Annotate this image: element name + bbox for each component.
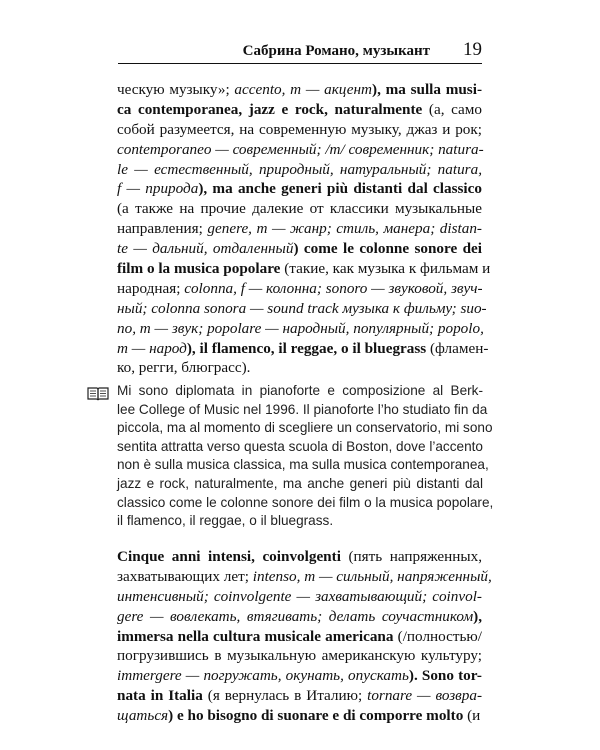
text-line: il flamenco, il reggae, o il bluegrass. — [117, 513, 334, 529]
vocabulary-note: genere, m — жанр; стиль, манера; distan- — [207, 220, 482, 238]
italian-reading-paragraph — [117, 382, 494, 531]
text-line — [117, 646, 482, 666]
vocabulary-note: contemporaneo — современный; /m/ современник; natura- — [117, 140, 484, 158]
text-line — [117, 120, 482, 140]
text-line — [117, 319, 482, 339]
text-line — [117, 547, 482, 567]
text-line — [117, 219, 482, 239]
italian-phrase: ), ma anche generi più distanti dal classico — [198, 180, 482, 198]
vocabulary-note: colonna, f — колонна; sonoro — звуковой, звуч- — [184, 279, 483, 297]
italian-phrase: Cinque anni intensi, coinvolgenti — [117, 548, 341, 565]
italian-phrase: ca contemporanea, jazz e rock, naturalmente — [117, 100, 423, 118]
vocabulary-note: ный; colonna sonora — sound track музыка к фильму; suo- — [117, 299, 487, 317]
text-line — [117, 80, 482, 100]
translation-text: (пять напряженных, — [340, 548, 483, 565]
vocabulary-note: щаться — [117, 707, 169, 725]
text-line — [117, 686, 482, 706]
translation-text: (/полностью/ — [393, 627, 482, 645]
translation-text: народная; — [117, 279, 185, 297]
translation-text: (такие, как музыка к фильмам и — [280, 260, 491, 278]
vocabulary-note: accento, m — акцент — [234, 81, 373, 98]
vocabulary-note: gere — вовлекать, втягивать; делать соучастником — [117, 607, 474, 625]
text-line — [117, 259, 491, 279]
text-line — [117, 140, 482, 160]
text-line — [117, 100, 482, 120]
italian-phrase: nata in Italia — [117, 687, 203, 705]
translation-text: захватывающих лет; — [117, 567, 253, 585]
text-line — [117, 567, 492, 587]
text-line: non è sulla musica classica, ma sulla musica contemporanea, — [117, 457, 489, 473]
vocabulary-note: f — природа — [117, 180, 199, 198]
text-line — [117, 627, 482, 647]
text-line — [117, 299, 487, 319]
italian-phrase: immersa nella cultura musicale americana — [117, 627, 394, 645]
vocabulary-note: intenso, m — сильный, напряженный, — [252, 567, 492, 585]
translation-text: собой разумеется, на современную музыку, джаз и рок; — [117, 120, 482, 138]
vocabulary-note: te — дальний, отдаленный — [117, 240, 294, 258]
italian-phrase: ) e ho bisogno di suonare e di comporre molto — [168, 707, 464, 725]
text-line — [117, 279, 482, 299]
vocabulary-note: le — естественный, природный, натуральный; natura, — [117, 160, 482, 178]
running-header — [118, 41, 482, 64]
text-line — [117, 339, 489, 359]
text-line: Mi sono diplomata in pianoforte e composizione al Berk- — [117, 383, 483, 398]
text-line: piccola, ma al momento di scegliere un conservatorio, mi sono — [117, 420, 493, 436]
text-line: sentita attratta verso questa scuola di Boston, dove l’accento — [117, 438, 483, 454]
italian-phrase: ), — [473, 607, 482, 625]
italian-phrase: film o la musica popolare — [117, 260, 281, 278]
translation-text: (я вернулась в Италию; — [202, 687, 368, 705]
vocabulary-note: no, m — звук; popolare — народный, популярный; popolo, — [117, 319, 484, 337]
text-line — [117, 239, 482, 259]
annotated-paragraph-2 — [117, 547, 492, 726]
text-line — [117, 160, 482, 180]
translation-text: (а, само — [422, 100, 482, 118]
text-line: jazz e rock, naturalmente, ma anche generi più distanti dal — [117, 475, 483, 491]
text-line — [117, 607, 482, 627]
header-title: Сабрина Романо, музыкант — [242, 43, 430, 59]
translation-text: погрузившись в музыкальную американскую культуру; — [117, 647, 482, 665]
text-line — [117, 706, 482, 726]
italian-phrase: ) come le colonne sonore dei — [293, 240, 483, 258]
text-line: lee College of Music nel 1996. Il pianoforte l’ho studiato fin da — [117, 401, 488, 417]
text-line — [117, 199, 482, 219]
text-line — [117, 587, 482, 607]
annotated-paragraph-1 — [117, 80, 491, 378]
open-book-icon — [87, 387, 109, 401]
translation-text: (а также на прочие далекие от классики музыкальные — [117, 200, 482, 218]
italian-phrase: ). Sono tor- — [408, 667, 482, 685]
translation-text: ческую музыку»; — [117, 81, 235, 98]
vocabulary-note: m — народ — [117, 339, 187, 357]
italian-phrase: ), il flamenco, il reggae, o il bluegrass — [186, 339, 427, 357]
page-number: 19 — [463, 39, 482, 60]
translation-text: направления; — [117, 220, 208, 238]
text-line: classico come le colonne sonore dei film o la musica popolare, — [117, 494, 494, 510]
text-line — [117, 358, 482, 378]
translation-text: (фламен- — [426, 339, 489, 357]
vocabulary-note: интенсивный; coinvolgente — захватывающий; coinvol- — [117, 587, 482, 605]
translation-text: ко, регги, блюграсс). — [117, 359, 251, 377]
text-line — [117, 666, 482, 686]
italian-phrase: ), ma sulla musi- — [372, 81, 482, 98]
vocabulary-note: tornare — возвра- — [367, 687, 483, 705]
translation-text: (и — [463, 707, 481, 725]
text-line — [117, 179, 482, 199]
vocabulary-note: immergere — погружать, окунать, опускать — [117, 667, 409, 685]
